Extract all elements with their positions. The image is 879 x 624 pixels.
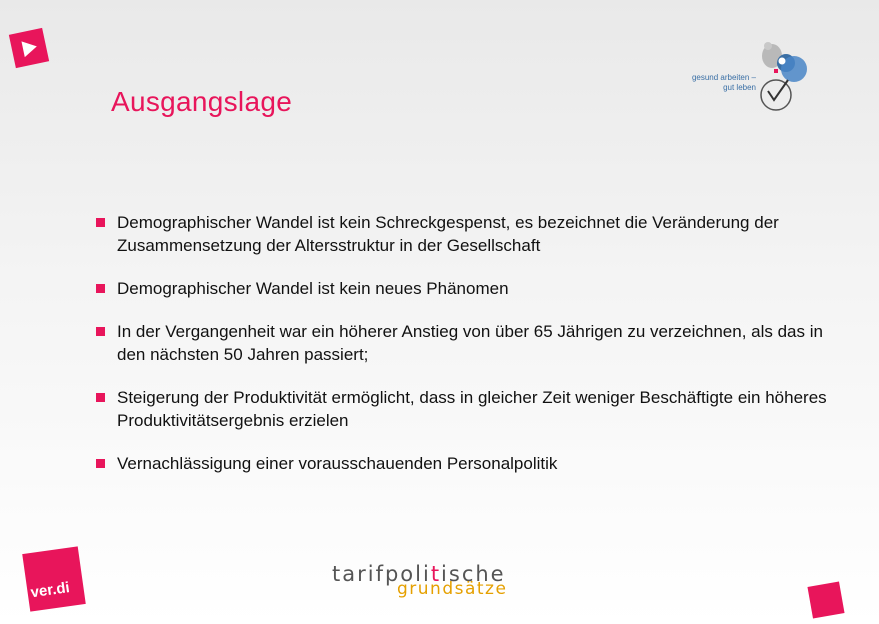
- bullet-item: [94, 386, 854, 432]
- bullet-list: [94, 211, 854, 495]
- verdi-logo: [22, 546, 86, 611]
- bullet-square-icon: [96, 459, 105, 468]
- bullet-text: In der Vergangenheit war ein höherer Anstieg von über 65 Jährigen zu verzeichnen, als das in den nächsten 50 Jahren passiert;: [117, 322, 823, 364]
- tarifpolitische-grundsaetze-logo: [330, 562, 530, 604]
- tarif-line-2: grundsätze: [397, 579, 508, 599]
- gesund-line-2: gut leben: [723, 83, 756, 92]
- gesund-arbeiten-text: [690, 73, 756, 93]
- bullet-item: [94, 211, 854, 257]
- slide-title: Ausgangslage: [111, 86, 293, 117]
- bullet-text: Vernachlässigung einer vorausschauenden Personalpolitik: [117, 454, 558, 473]
- play-button[interactable]: [9, 28, 49, 68]
- bullet-square-icon: [96, 327, 105, 336]
- gesund-line-1: gesund arbeiten –: [691, 73, 756, 82]
- bullet-item: [94, 452, 854, 475]
- bullet-item: [94, 320, 854, 366]
- bullet-text: Demographischer Wandel ist kein neues Phänomen: [117, 279, 509, 298]
- bullet-square-icon: [96, 284, 105, 293]
- next-slide-button[interactable]: [807, 581, 844, 618]
- bullet-square-icon: [96, 218, 105, 227]
- tarif-part-b: t: [430, 562, 442, 586]
- bullet-square-icon: [96, 393, 105, 402]
- verdi-logo-text: ver.di: [29, 579, 71, 602]
- bullet-text: Demographischer Wandel ist kein Schreckgespenst, es bezeichnet die Veränderung der Zusammensetzung der Altersstruktur in der Gesellschaft: [117, 213, 779, 255]
- play-icon: [9, 28, 49, 68]
- bullet-item: [94, 277, 854, 300]
- tarif-part-c: ische: [441, 562, 506, 586]
- tarif-part-a: tarifpoli: [332, 562, 431, 586]
- bullet-text: Steigerung der Produktivität ermöglicht, dass in gleicher Zeit weniger Beschäftigte ein höheres Produktivitätsergebnis erzielen: [117, 388, 827, 430]
